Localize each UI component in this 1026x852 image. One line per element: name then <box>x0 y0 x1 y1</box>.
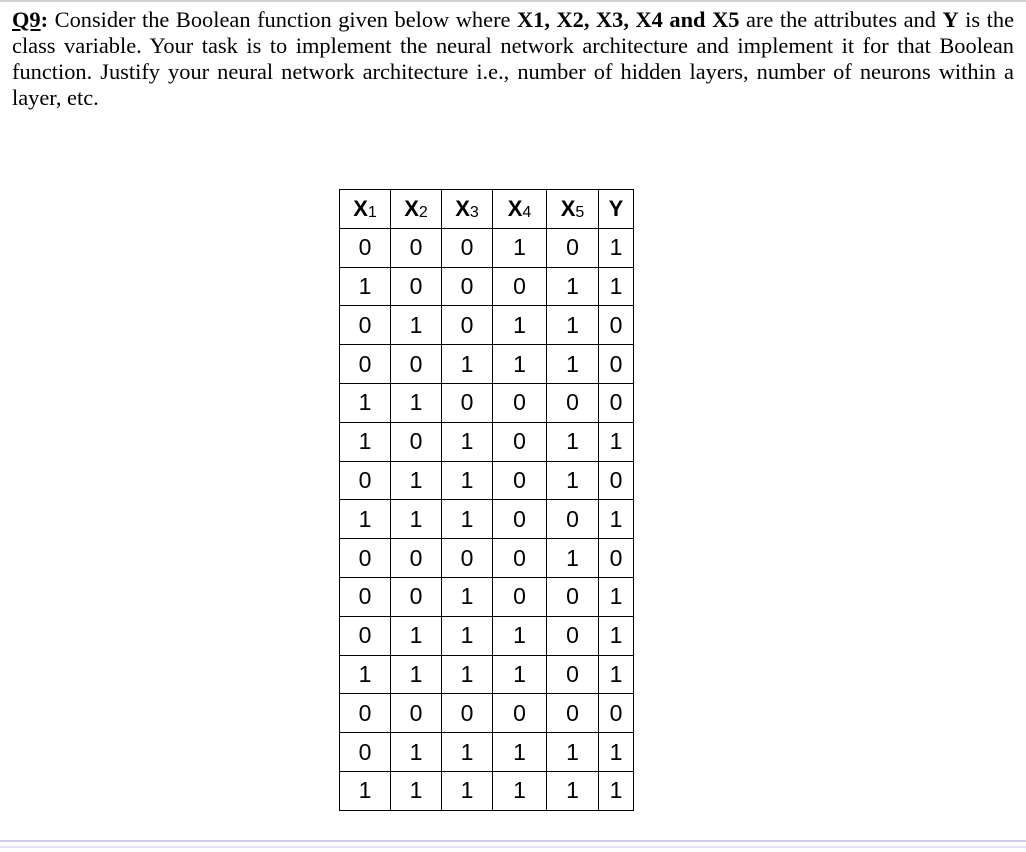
table-cell: 1 <box>493 655 547 694</box>
table-cell: 0 <box>493 461 547 500</box>
table-row <box>340 655 634 694</box>
table-cell: 0 <box>442 267 493 306</box>
table-cell: 0 <box>599 694 634 733</box>
table-cell: 1 <box>340 383 391 422</box>
question-text-part-3: is the class variable. Your task is to implement the neural network architecture and implement it for that Boolean function. Justify your neural network architecture i.e., number of hidden layers, number of neurons within a layer, etc. <box>12 7 1015 110</box>
table-cell: 0 <box>493 422 547 461</box>
table-cell: 0 <box>340 577 391 616</box>
question-text-part-2: are the attributes and <box>739 7 943 32</box>
table-cell: 0 <box>340 228 391 267</box>
table-cell: 1 <box>599 655 634 694</box>
table-cell: 1 <box>391 733 442 772</box>
table-cell: 0 <box>493 500 547 539</box>
table-cell: 0 <box>391 228 442 267</box>
table-cell: 1 <box>547 345 599 384</box>
table-cell: 0 <box>442 228 493 267</box>
table-cell: 0 <box>442 383 493 422</box>
question-text-part-1: Consider the Boolean function given below where <box>48 7 517 32</box>
table-cell: 1 <box>442 733 493 772</box>
table-cell: 1 <box>547 422 599 461</box>
class-variable: Y <box>942 7 959 32</box>
attribute-x5: X5 <box>712 7 740 32</box>
table-cell: 0 <box>493 694 547 733</box>
table-cell: 0 <box>547 694 599 733</box>
question-colon: : <box>40 7 49 32</box>
table-cell: 1 <box>599 577 634 616</box>
top-divider <box>0 0 1026 2</box>
table-row <box>340 422 634 461</box>
table-row <box>340 694 634 733</box>
table-cell: 1 <box>493 345 547 384</box>
header-y: Y <box>599 190 634 229</box>
table-cell: 1 <box>493 228 547 267</box>
table-cell: 1 <box>547 733 599 772</box>
table-cell: 0 <box>493 383 547 422</box>
table-cell: 0 <box>493 267 547 306</box>
header-x3: $X_3$ <box>442 190 493 229</box>
table-cell: 0 <box>340 461 391 500</box>
table-cell: 1 <box>340 771 391 810</box>
bottom-divider <box>0 840 1026 852</box>
table-cell: 1 <box>547 461 599 500</box>
table-cell: 0 <box>340 539 391 578</box>
table-body <box>340 228 634 810</box>
table-row <box>340 267 634 306</box>
attribute-list: X1, X2, X3, X4 <box>517 7 663 32</box>
table-cell: 0 <box>599 539 634 578</box>
table-row <box>340 500 634 539</box>
table-cell: 0 <box>340 306 391 345</box>
table-cell: 1 <box>547 539 599 578</box>
question-number: Q9 <box>12 7 41 32</box>
table-cell: 0 <box>547 577 599 616</box>
table-cell: 1 <box>391 306 442 345</box>
table-cell: 0 <box>391 539 442 578</box>
table-cell: 1 <box>599 733 634 772</box>
table-cell: 1 <box>391 500 442 539</box>
table-cell: 0 <box>547 383 599 422</box>
table-row <box>340 306 634 345</box>
header-x5: $X_5$ <box>547 190 599 229</box>
table-cell: 1 <box>340 267 391 306</box>
table-row <box>340 228 634 267</box>
table-cell: 1 <box>547 306 599 345</box>
table-cell: 0 <box>599 383 634 422</box>
table-cell: 1 <box>442 422 493 461</box>
table-cell: 0 <box>599 345 634 384</box>
table-cell: 1 <box>391 616 442 655</box>
table-cell: 0 <box>340 694 391 733</box>
table-cell: 1 <box>599 267 634 306</box>
table-row <box>340 345 634 384</box>
header-x1: $X_1$ <box>340 190 391 229</box>
table-row <box>340 616 634 655</box>
header-x2: $X_2$ <box>391 190 442 229</box>
table-row <box>340 383 634 422</box>
table-cell: 0 <box>547 616 599 655</box>
table-cell: 0 <box>442 306 493 345</box>
table-row <box>340 733 634 772</box>
table-row <box>340 539 634 578</box>
table-cell: 0 <box>547 228 599 267</box>
and-word: and <box>662 7 713 32</box>
table-cell: 1 <box>493 771 547 810</box>
table-cell: 1 <box>493 733 547 772</box>
table-cell: 1 <box>493 306 547 345</box>
table-cell: 1 <box>391 771 442 810</box>
table-cell: 1 <box>599 771 634 810</box>
table-cell: 0 <box>493 539 547 578</box>
table-cell: 1 <box>391 461 442 500</box>
table-cell: 1 <box>391 383 442 422</box>
table-cell: 1 <box>599 422 634 461</box>
table-cell: 0 <box>340 616 391 655</box>
table-cell: 1 <box>547 267 599 306</box>
table-cell: 1 <box>442 616 493 655</box>
table-cell: 1 <box>547 771 599 810</box>
table-cell: 1 <box>442 345 493 384</box>
table-row <box>340 461 634 500</box>
table-cell: 0 <box>391 267 442 306</box>
header-x4: $X_4$ <box>493 190 547 229</box>
table-cell: 1 <box>442 771 493 810</box>
table-cell: 1 <box>599 616 634 655</box>
table-cell: 1 <box>391 655 442 694</box>
table-cell: 1 <box>599 228 634 267</box>
table-cell: 0 <box>340 733 391 772</box>
table-cell: 1 <box>442 500 493 539</box>
table-cell: 1 <box>442 577 493 616</box>
table-cell: 0 <box>442 539 493 578</box>
table-cell: 1 <box>599 500 634 539</box>
table-cell: 1 <box>340 500 391 539</box>
question-text <box>12 7 1014 111</box>
table-cell: 0 <box>547 500 599 539</box>
table-cell: 0 <box>493 577 547 616</box>
table-cell: 0 <box>340 345 391 384</box>
table-cell: 0 <box>547 655 599 694</box>
table-cell: 1 <box>340 655 391 694</box>
truth-table <box>339 189 634 811</box>
table-row <box>340 771 634 810</box>
table-cell: 0 <box>599 306 634 345</box>
table-cell: 1 <box>493 616 547 655</box>
table-cell: 0 <box>391 422 442 461</box>
table-cell: 0 <box>599 461 634 500</box>
table-cell: 0 <box>442 694 493 733</box>
table-cell: 1 <box>442 461 493 500</box>
table-cell: 0 <box>391 345 442 384</box>
table-cell: 1 <box>340 422 391 461</box>
table-row <box>340 577 634 616</box>
table-cell: 0 <box>391 694 442 733</box>
table-cell: 1 <box>442 655 493 694</box>
table-header-row <box>340 190 634 229</box>
table-cell: 0 <box>391 577 442 616</box>
